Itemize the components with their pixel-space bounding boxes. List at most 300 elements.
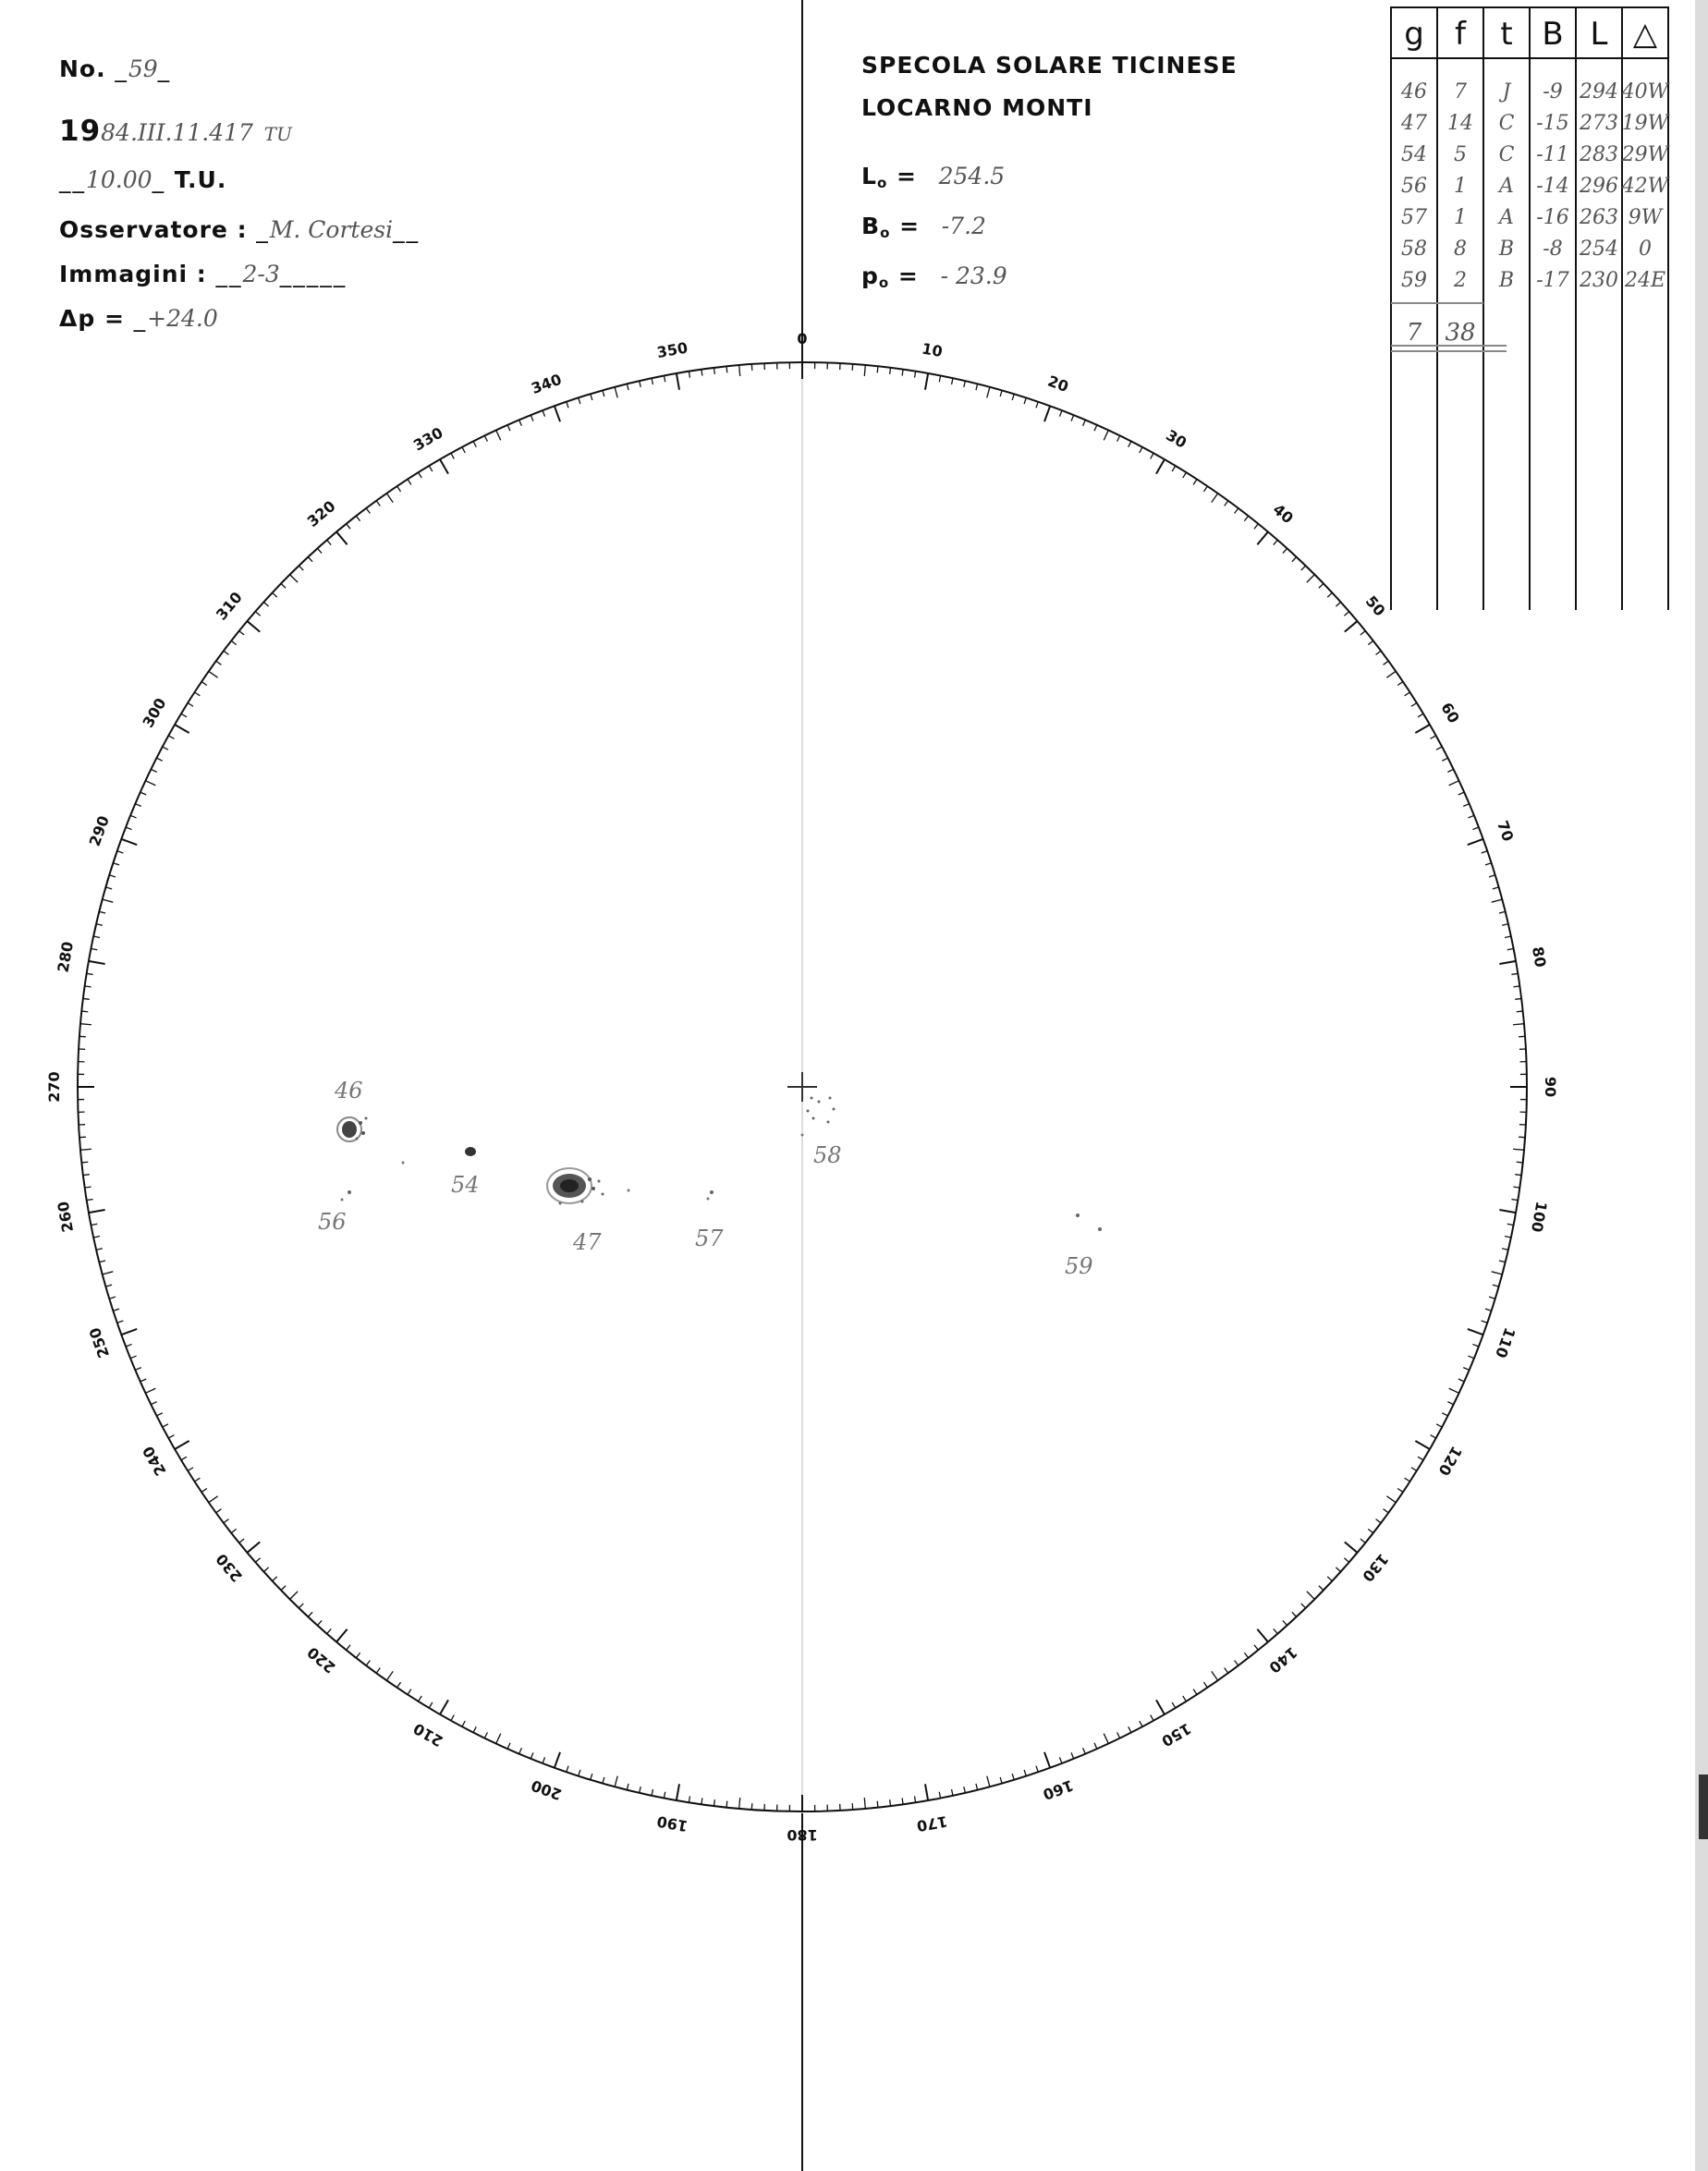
dial-tick	[1104, 430, 1108, 440]
table-cell: 296	[1580, 175, 1618, 198]
dial-tick	[915, 1796, 916, 1802]
dial-tick	[1193, 479, 1197, 484]
dial-tick	[126, 827, 132, 830]
dial-tick	[902, 1798, 903, 1804]
dial-tick	[1505, 936, 1511, 937]
dial-tick	[1203, 1682, 1207, 1688]
dial-tick	[87, 1200, 93, 1201]
dial-tick	[579, 397, 580, 404]
dial-tick	[1024, 397, 1026, 404]
dial-label: 20	[1045, 372, 1071, 396]
dial-tick	[484, 435, 487, 441]
dial-tick	[1292, 1612, 1297, 1616]
dial-tick	[1431, 736, 1436, 738]
dial-tick	[93, 1237, 100, 1238]
dial-tick	[83, 998, 90, 999]
dial-tick	[1059, 410, 1062, 417]
dial-tick	[964, 1787, 966, 1793]
dial-tick	[356, 1653, 360, 1658]
dial-tick	[1418, 1457, 1423, 1460]
dial-tick	[1044, 1752, 1050, 1768]
dial-tick	[496, 430, 501, 440]
dial-tick	[376, 501, 380, 506]
table-cell: J	[1502, 80, 1511, 104]
dial-tick	[726, 1801, 727, 1808]
dial-tick	[247, 1542, 260, 1553]
dial-label: 40	[1269, 500, 1297, 528]
table-cell: 294	[1580, 80, 1618, 104]
dial-tick	[925, 1784, 928, 1800]
dial-tick	[1384, 661, 1389, 665]
dial-tick	[677, 373, 679, 390]
dial-tick	[1447, 1402, 1453, 1405]
dial-label: 350	[655, 338, 689, 362]
table-cell: 254	[1580, 238, 1618, 261]
dial-tick	[273, 592, 277, 597]
dial-tick	[1447, 769, 1453, 772]
table-cell: 2	[1454, 269, 1467, 292]
dial-tick	[1274, 1628, 1278, 1633]
dial-tick	[543, 1757, 545, 1763]
dial-tick	[1327, 592, 1332, 597]
dial-tick	[1151, 1715, 1153, 1721]
number-value: 59	[128, 55, 158, 82]
year-prefix: 19	[59, 115, 102, 148]
dp-label: Δp =	[59, 305, 125, 332]
time-value: 10.00	[86, 166, 152, 193]
l0-value: 254.5	[938, 163, 1006, 189]
dial-tick	[603, 390, 604, 396]
dial-tick	[1319, 1586, 1324, 1591]
dial-tick	[1411, 703, 1417, 707]
images: Immagini : __2-3_____	[59, 261, 348, 287]
dial-tick	[864, 1798, 865, 1809]
dial-label: 330	[410, 423, 446, 455]
dial-tick	[1405, 1478, 1410, 1482]
table-cell: A	[1499, 175, 1514, 198]
dial-label: 260	[54, 1200, 78, 1234]
dial-tick	[419, 1696, 422, 1701]
dial-tick	[103, 899, 114, 902]
dial-tick	[255, 1558, 260, 1563]
sunspot-group-54	[402, 1147, 477, 1165]
dial-tick	[451, 1715, 454, 1721]
table-cell: 42W	[1621, 175, 1669, 198]
dial-tick	[507, 425, 510, 431]
dial-label: 290	[85, 813, 113, 849]
group-label-56: 56	[318, 1209, 347, 1235]
dial-tick	[1012, 394, 1014, 400]
dial-tick	[117, 1321, 124, 1323]
sunspot-group-59	[1076, 1214, 1102, 1231]
dial-tick	[1059, 1757, 1062, 1763]
dial-tick	[484, 1732, 487, 1738]
dial-tick	[1468, 815, 1473, 818]
dial-label: 280	[54, 940, 78, 974]
dial-tick	[1449, 1388, 1459, 1393]
dial-tick	[627, 1784, 628, 1790]
dial-tick	[1485, 863, 1492, 865]
dial-label: 10	[920, 339, 945, 361]
dial-tick	[175, 1441, 189, 1449]
dial-tick	[987, 1776, 990, 1787]
table-cell: 57	[1401, 206, 1427, 229]
dial-tick	[531, 1752, 533, 1758]
dial-tick	[1384, 1509, 1389, 1513]
table-cell: 9W	[1628, 206, 1663, 229]
dial-tick	[1436, 1424, 1442, 1427]
dial-tick	[263, 1567, 268, 1572]
dial-tick	[281, 1586, 286, 1591]
dial-tick	[1442, 1413, 1447, 1416]
dial-tick	[99, 1261, 105, 1262]
dial-tick	[317, 1620, 322, 1625]
table-total-groups: 7	[1406, 319, 1422, 347]
dial-tick	[1360, 631, 1365, 635]
dial-tick	[1319, 583, 1324, 588]
dial-tick	[652, 378, 653, 384]
sunspot-group-58	[801, 1097, 836, 1137]
dial-tick	[188, 1468, 193, 1471]
table-cell: 283	[1580, 143, 1618, 166]
table-header-b: B	[1542, 16, 1564, 53]
dial-tick	[327, 540, 332, 544]
dial-label: 150	[1158, 1719, 1194, 1750]
dial-tick	[121, 839, 137, 845]
dial-tick	[429, 466, 433, 471]
dial-tick	[677, 1784, 679, 1800]
dial-tick	[1117, 1732, 1120, 1738]
dial-tick	[976, 1784, 978, 1790]
dial-tick	[1036, 1766, 1038, 1773]
dial-tick	[877, 366, 878, 372]
dial-tick	[473, 441, 476, 446]
dial-tick	[1345, 1542, 1358, 1553]
dial-tick	[1449, 781, 1459, 786]
table-cell: 273	[1580, 112, 1618, 135]
dial-tick	[1499, 911, 1506, 913]
dial-tick	[915, 372, 916, 378]
table-cell: C	[1498, 143, 1515, 166]
dial-tick	[109, 1297, 116, 1299]
dial-tick	[1128, 1726, 1131, 1732]
dial-tick	[1376, 651, 1382, 654]
group-label-57: 57	[695, 1226, 724, 1251]
table-cell: 1	[1454, 206, 1467, 229]
dial-tick	[1513, 1024, 1524, 1025]
date-suffix: TU	[263, 123, 292, 145]
dial-tick	[145, 781, 155, 786]
table-cell: 40W	[1621, 80, 1669, 104]
dial-tick	[347, 524, 350, 529]
dial-tick	[126, 1344, 132, 1347]
dial-label: 200	[529, 1776, 565, 1804]
sunspot-group-47	[547, 1168, 630, 1205]
dial-tick	[356, 516, 360, 521]
dial-tick	[726, 366, 727, 372]
dial-tick	[1507, 948, 1514, 949]
dial-tick	[1104, 1734, 1108, 1744]
dial-tick	[1376, 1519, 1382, 1523]
group-label-47: 47	[573, 1229, 602, 1255]
dial-tick	[1493, 887, 1499, 889]
table-cell: A	[1499, 206, 1514, 229]
dial-tick	[113, 863, 119, 865]
dial-tick	[1307, 575, 1314, 582]
dial-tick	[1492, 899, 1503, 902]
dial-tick	[1468, 839, 1483, 845]
table-cell: -8	[1543, 238, 1563, 261]
dp-value: +24.0	[147, 305, 218, 332]
dial-tick	[579, 1770, 580, 1776]
dial-tick	[1463, 1368, 1469, 1371]
table-cell: 7	[1454, 80, 1467, 104]
table-cell: -14	[1536, 175, 1569, 198]
dial-tick	[1513, 1149, 1524, 1150]
dial-tick	[925, 373, 928, 390]
dial-tick	[1283, 1620, 1287, 1625]
dial-tick	[1193, 1689, 1197, 1695]
dial-tick	[1397, 1488, 1403, 1492]
dial-label: 100	[1527, 1200, 1551, 1234]
dial-tick	[290, 1592, 298, 1599]
dial-label: 0	[797, 330, 808, 348]
dial-tick	[952, 378, 953, 384]
dial-tick	[1513, 1187, 1519, 1188]
dial-tick	[85, 986, 92, 987]
dial-tick	[83, 1175, 90, 1176]
dial-tick	[1071, 415, 1074, 421]
dial-tick	[1513, 986, 1519, 987]
table-cell: 58	[1401, 238, 1427, 261]
table-cell: B	[1498, 238, 1515, 261]
dial-tick	[99, 911, 105, 913]
dial-tick	[151, 769, 156, 772]
table-cell: 263	[1580, 206, 1618, 229]
dial-label: 270	[45, 1071, 63, 1103]
dial-tick	[1327, 1577, 1332, 1581]
dial-tick	[201, 1488, 207, 1492]
dial-tick	[640, 381, 641, 387]
dial-tick	[496, 1734, 501, 1744]
dial-tick	[440, 1700, 448, 1714]
dial-tick	[964, 381, 966, 387]
dial-tick	[664, 1792, 665, 1799]
dial-tick	[216, 1509, 222, 1513]
dial-tick	[109, 875, 116, 877]
dial-tick	[1502, 924, 1508, 926]
dial-label: 180	[787, 1826, 818, 1844]
dial-tick	[1183, 1696, 1187, 1701]
dial-tick	[1344, 1558, 1348, 1563]
scan-edge-strip	[1695, 0, 1708, 2171]
dial-label: 110	[1492, 1324, 1519, 1360]
dial-tick	[140, 1379, 146, 1382]
dial-tick	[1301, 1604, 1306, 1608]
dial-tick	[1172, 1702, 1176, 1708]
table-header-f: f	[1455, 16, 1466, 53]
dial-tick	[81, 1011, 88, 1012]
dial-tick	[397, 1682, 401, 1688]
dial-tick	[603, 1777, 604, 1784]
number-label: No.	[59, 55, 106, 82]
dial-label: 190	[655, 1811, 689, 1836]
table-cell: 8	[1454, 238, 1467, 261]
images-label: Immagini :	[59, 261, 207, 287]
table-cell: -17	[1536, 269, 1569, 292]
group-label-58: 58	[813, 1142, 842, 1168]
dial-tick	[105, 1285, 112, 1287]
dial-tick	[1344, 612, 1348, 616]
table-cell: 230	[1580, 269, 1618, 292]
dial-tick	[239, 1539, 244, 1543]
dial-tick	[347, 1645, 350, 1650]
images-value: 2-3	[242, 261, 280, 287]
dial-label: 120	[1434, 1443, 1466, 1479]
dial-label: 60	[1437, 699, 1463, 726]
dial-tick	[1485, 1309, 1492, 1311]
observatory-line1: SPECOLA SOLARE TICINESE	[861, 52, 1238, 79]
dial-tick	[1336, 602, 1340, 606]
dial-tick	[1128, 441, 1131, 446]
dial-tick	[591, 1774, 592, 1780]
dial-tick	[1468, 1356, 1473, 1359]
delta-p: Δp = _+24.0	[59, 305, 218, 332]
dial-tick	[87, 973, 93, 974]
dial-tick	[877, 1801, 878, 1808]
group-label-54: 54	[451, 1172, 480, 1198]
dial-tick	[1083, 420, 1086, 425]
dial-tick	[1244, 516, 1248, 521]
dial-tick	[1156, 1700, 1165, 1714]
dial-tick	[1386, 1496, 1396, 1503]
dial-tick	[1036, 402, 1038, 409]
dial-tick	[336, 531, 348, 544]
dial-tick	[1225, 1668, 1228, 1674]
dial-tick	[1468, 1329, 1483, 1335]
dial-tick	[591, 394, 592, 400]
p0-field: $p_o$ = - 23.9	[861, 262, 1007, 291]
dial-tick	[1515, 1175, 1521, 1176]
dial-tick	[1000, 1777, 1002, 1784]
dial-tick	[336, 1629, 348, 1642]
dial-tick	[640, 1787, 641, 1793]
dial-tick	[1515, 998, 1521, 999]
dial-tick	[96, 924, 103, 926]
dial-tick	[93, 936, 100, 937]
dial-tick	[408, 1689, 411, 1695]
dial-tick	[555, 406, 560, 421]
dial-tick	[462, 447, 465, 453]
dial-tick	[317, 548, 322, 553]
dial-tick	[1411, 1468, 1417, 1471]
table-cell: 56	[1401, 175, 1427, 198]
dial-tick	[1489, 875, 1495, 877]
dial-tick	[299, 1604, 303, 1608]
dial-tick	[327, 1628, 332, 1633]
report-number: No. _59_	[59, 55, 172, 82]
dial-tick	[555, 1752, 560, 1768]
dial-tick	[175, 725, 189, 733]
dial-tick	[151, 1402, 156, 1405]
dial-tick	[1172, 466, 1176, 471]
dial-tick	[1307, 1592, 1314, 1599]
table-header-delta: △	[1632, 16, 1658, 53]
dial-label: 50	[1361, 592, 1389, 620]
dial-tick	[130, 815, 136, 818]
dial-tick	[1140, 447, 1142, 453]
dial-tick	[163, 747, 168, 750]
dial-tick	[188, 703, 193, 707]
table-cell: 46	[1401, 80, 1427, 104]
dial-tick	[263, 602, 268, 606]
dial-label: 210	[410, 1719, 446, 1750]
dial-tick	[89, 1210, 105, 1213]
dial-tick	[1442, 758, 1447, 761]
dial-tick	[145, 1388, 155, 1393]
dial-tick	[247, 621, 260, 632]
dial-tick	[273, 1577, 277, 1581]
dial-tick	[209, 671, 218, 677]
dial-tick	[103, 1272, 114, 1275]
dial-tick	[1505, 1237, 1511, 1238]
dial-tick	[1257, 531, 1268, 544]
dial-tick	[567, 402, 568, 409]
dial-tick	[117, 851, 124, 853]
dial-tick	[1517, 1011, 1523, 1012]
dial-label: 310	[212, 588, 246, 624]
table-cell: 5	[1454, 143, 1467, 166]
dial-tick	[239, 631, 244, 635]
dial-tick	[1368, 640, 1373, 644]
b0-field: $B_o = -7.2$	[861, 213, 986, 241]
dial-tick	[1368, 1529, 1373, 1532]
sunspot-group-46	[337, 1117, 368, 1142]
dial-tick	[1386, 671, 1396, 677]
dial-tick	[1418, 714, 1423, 717]
dial-tick	[429, 1702, 433, 1708]
observer: Osservatore : _M. Cortesi__	[59, 216, 421, 243]
dial-label: 230	[212, 1550, 246, 1586]
table-cell: 1	[1454, 175, 1467, 198]
dial-tick	[308, 1612, 312, 1616]
dial-tick	[1044, 406, 1050, 421]
dial-tick	[890, 368, 891, 374]
dial-tick	[156, 1413, 162, 1416]
dial-tick	[1511, 973, 1518, 974]
dial-tick	[615, 387, 617, 398]
dial-label: 70	[1493, 818, 1518, 844]
dial-tick	[1517, 1162, 1523, 1163]
dial-tick	[89, 961, 105, 964]
dial-tick	[451, 453, 454, 458]
dial-tick	[1024, 1770, 1026, 1776]
dial-tick	[408, 479, 411, 484]
dial-tick	[91, 948, 97, 949]
dial-tick	[1492, 1272, 1503, 1275]
dial-tick	[519, 1748, 522, 1753]
dial-tick	[615, 1776, 617, 1787]
dial-tick	[290, 575, 298, 582]
dial-tick	[96, 1249, 103, 1250]
table-cell: 59	[1401, 269, 1427, 292]
dial-tick	[1415, 725, 1430, 733]
table-cell: 19W	[1621, 112, 1669, 135]
dial-tick	[209, 1496, 218, 1503]
dial-tick	[1183, 472, 1187, 478]
dial-tick	[1502, 1249, 1508, 1250]
dial-tick	[1094, 1743, 1097, 1749]
